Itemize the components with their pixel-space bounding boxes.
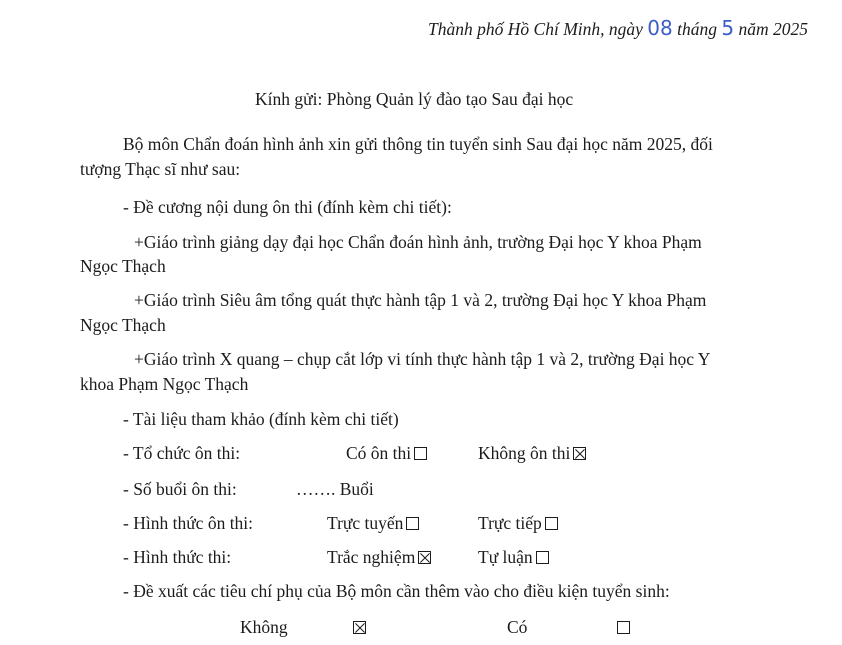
handwritten-month: 5 [721, 16, 735, 40]
criteria-label: - Đề xuất các tiêu chí phụ của Bộ môn cần thêm vào cho điều kiện tuyển sinh: [123, 581, 670, 601]
review-org-option-no [478, 443, 586, 464]
recipient: Kính gửi: Phòng Quản lý đào tạo Sau đại học [255, 89, 574, 109]
sessions-label: - Số buổi ôn thi: [123, 479, 237, 499]
textbook-2-line-1: +Giáo trình Siêu âm tổng quát thực hành tập 1 và 2, trường Đại học Y khoa Phạm [134, 290, 707, 310]
review-org-option-no-label: Không ôn thi [478, 443, 571, 463]
exam-form-label: - Hình thức thi: [123, 547, 232, 567]
review-form-option-inperson [478, 513, 558, 534]
review-form-option-online-label: Trực tuyến [327, 513, 404, 533]
month-label: tháng [677, 19, 717, 39]
references: - Tài liệu tham khảo (đính kèm chi tiết) [123, 409, 399, 429]
criteria-no-label: Không [240, 617, 288, 637]
checkbox-icon [545, 517, 558, 530]
textbook-1-line-2: Ngọc Thạch [80, 256, 166, 276]
criteria-yes-box [614, 617, 630, 638]
review-org-option-yes [346, 443, 427, 464]
year-text: năm 2025 [738, 19, 808, 39]
checked-box-icon [573, 447, 586, 460]
textbook-3-line-1: +Giáo trình X quang – chụp cắt lớp vi tính thực hành tập 1 và 2, trường Đại học Y [134, 349, 711, 369]
review-form-option-inperson-label: Trực tiếp [478, 513, 542, 533]
handwritten-day: 08 [647, 16, 673, 40]
review-org-label: - Tổ chức ôn thi: [123, 443, 241, 463]
city-date-prefix: Thành phố Hồ Chí Minh, ngày [428, 19, 643, 39]
checked-box-icon [418, 551, 431, 564]
textbook-1-line-1: +Giáo trình giảng dạy đại học Chẩn đoán hình ảnh, trường Đại học Y khoa Phạm [134, 232, 702, 252]
criteria-no-box [350, 617, 366, 638]
exam-form-option-mcq [327, 547, 431, 568]
exam-form-option-essay-label: Tự luận [478, 547, 533, 567]
intro-line-2: tượng Thạc sĩ như sau: [80, 159, 241, 179]
review-org-option-yes-label: Có ôn thi [346, 443, 412, 463]
outline-heading: - Đề cương nội dung ôn thi (đính kèm chi tiết): [123, 197, 452, 217]
sessions-value: ……. Buổi [296, 479, 374, 499]
review-form-label: - Hình thức ôn thi: [123, 513, 254, 533]
checkbox-icon [414, 447, 427, 460]
criteria-yes-label: Có [507, 617, 528, 637]
textbook-2-line-2: Ngọc Thạch [80, 315, 166, 335]
checkbox-icon [617, 621, 630, 634]
checkbox-icon [406, 517, 419, 530]
checked-box-icon [353, 621, 366, 634]
textbook-3-line-2: khoa Phạm Ngọc Thạch [80, 374, 249, 394]
exam-form-option-essay [478, 547, 549, 568]
review-form-option-online [327, 513, 419, 534]
checkbox-icon [536, 551, 549, 564]
intro-line-1: Bộ môn Chẩn đoán hình ảnh xin gửi thông tin tuyển sinh Sau đại học năm 2025, đối [123, 134, 713, 154]
exam-form-option-mcq-label: Trắc nghiệm [327, 547, 416, 567]
date-line [428, 16, 808, 40]
